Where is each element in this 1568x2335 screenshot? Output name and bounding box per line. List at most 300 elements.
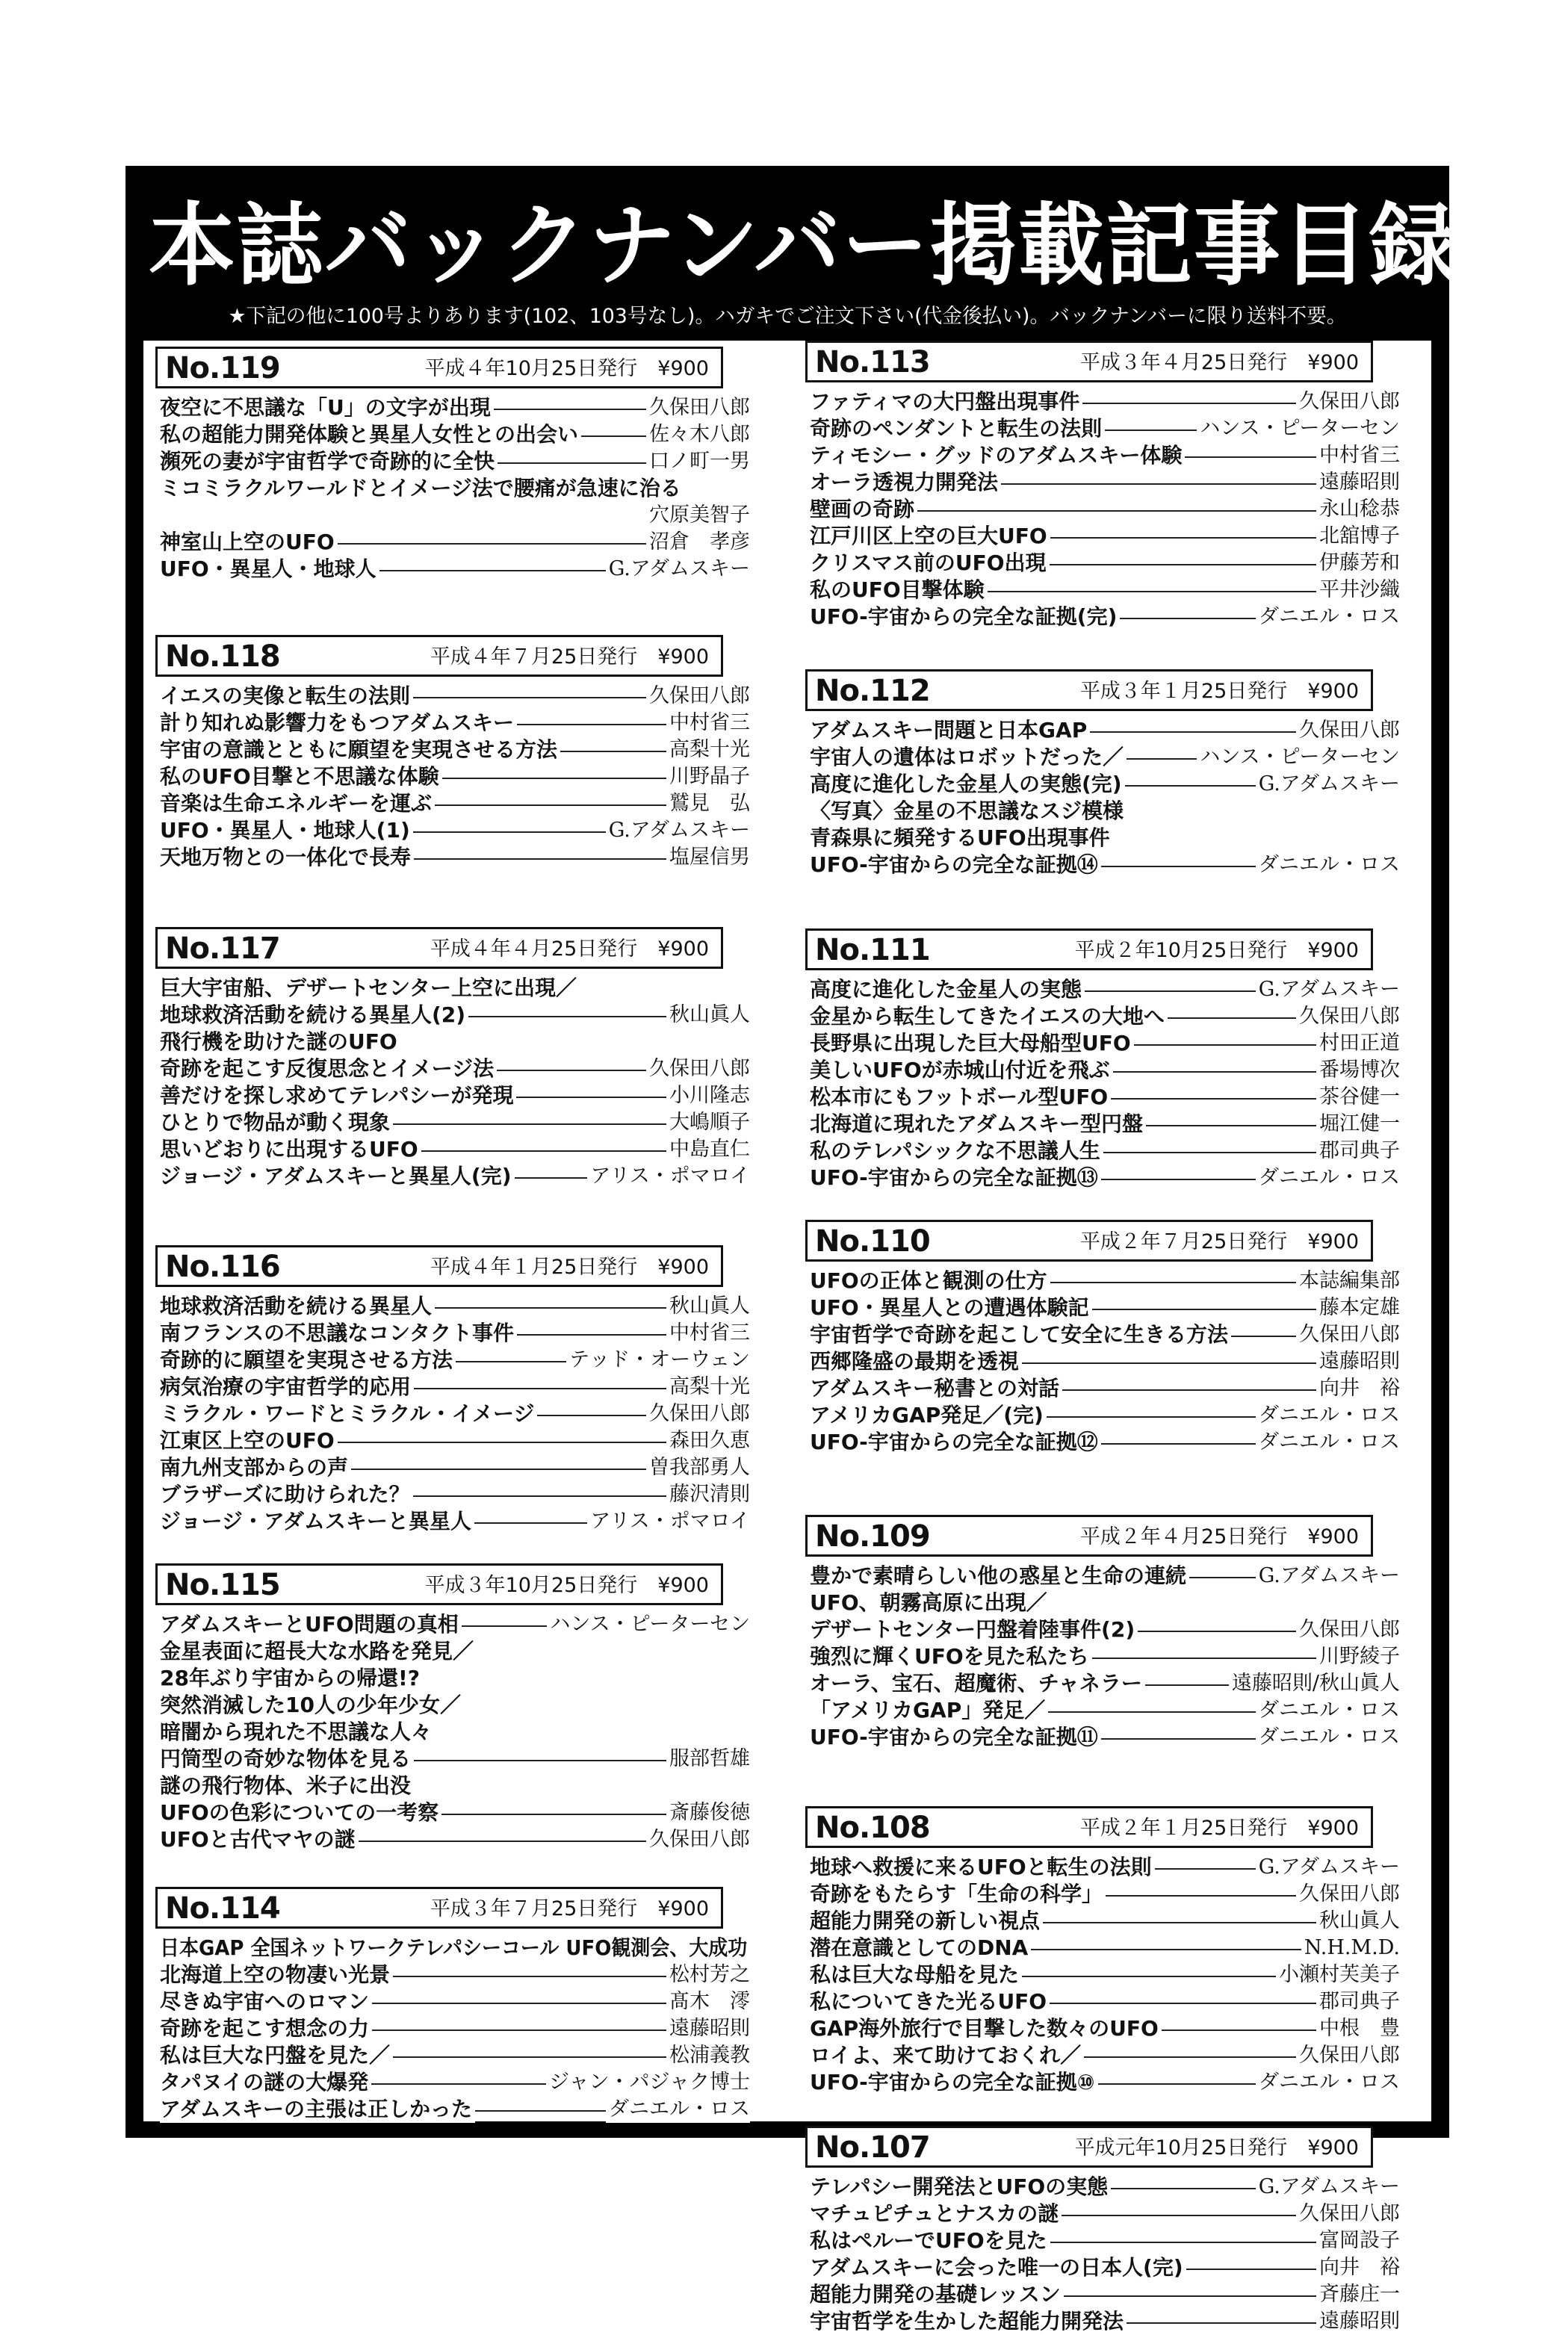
article-author: 久保田八郎 xyxy=(1296,1881,1400,1908)
issue-block xyxy=(799,669,1413,878)
article-row xyxy=(810,2174,1400,2201)
article-row xyxy=(160,556,750,583)
article-list xyxy=(799,1563,1413,1751)
article-row xyxy=(810,1908,1400,1935)
article-author: 川野綾子 xyxy=(1316,1643,1400,1670)
article-author: 久保田八郎 xyxy=(646,1826,750,1853)
article-row xyxy=(160,2015,750,2042)
issue-date-price: 平成４年10月25日発行 ¥900 xyxy=(424,357,709,380)
article-author: 斉藤庄一 xyxy=(1316,2281,1400,2308)
article-author: 松村芳之 xyxy=(666,1962,750,1988)
article-row xyxy=(810,2308,1400,2335)
article-author: 久保田八郎 xyxy=(1296,2201,1400,2227)
article-row xyxy=(810,1294,1400,1321)
article-author: 秋山眞人 xyxy=(666,1293,750,1320)
article-row xyxy=(160,1136,750,1163)
article-author: 久保田八郎 xyxy=(646,394,750,421)
article-title: 奇跡をもたらす「生命の科学」 xyxy=(810,1881,1106,1908)
article-title: アダムスキー問題と日本GAP xyxy=(810,717,1090,744)
article-title: デザートセンター円盤着陸事件(2) xyxy=(810,1616,1138,1643)
article-author: ハンス・ピーターセン xyxy=(1197,744,1400,771)
article-title: 天地万物との一体化で長寿 xyxy=(160,844,414,871)
article-row xyxy=(810,744,1400,771)
article-author: 秋山眞人 xyxy=(1316,1908,1400,1935)
issue-header xyxy=(805,1220,1373,1262)
issue-block xyxy=(799,928,1413,1191)
article-list xyxy=(149,975,763,1190)
article-row xyxy=(810,1670,1400,1697)
article-row xyxy=(810,1030,1400,1057)
issue-number: No.114 xyxy=(165,1891,280,1926)
issue-number: No.115 xyxy=(165,1568,280,1602)
article-row xyxy=(160,1055,750,1082)
article-author: 藤沢清則 xyxy=(666,1481,750,1508)
article-author: 高梨十光 xyxy=(666,1374,750,1401)
article-row xyxy=(160,1962,750,1988)
article-title: 豊かで素晴らしい他の惑星と生命の連続 xyxy=(810,1563,1189,1590)
article-title: 私についてきた光るUFO xyxy=(810,1988,1050,2015)
issue-date-price: 平成２年10月25日発行 ¥900 xyxy=(1074,939,1359,962)
issue-header xyxy=(155,1887,723,1929)
article-author: 北舘博子 xyxy=(1316,523,1400,550)
article-title: 病気治療の宇宙哲学的応用 xyxy=(160,1374,414,1401)
article-author: 髙木 澪 xyxy=(666,1988,750,2015)
catalog-frame xyxy=(125,166,1458,2334)
article-title: 地球救済活動を続ける異星人 xyxy=(160,1293,435,1320)
article-title: 私はペルーでUFOを見た xyxy=(810,2227,1050,2254)
article-row xyxy=(810,1697,1400,1724)
article-row xyxy=(810,523,1400,550)
issue-block xyxy=(799,1515,1413,1751)
issue-number: No.107 xyxy=(815,2130,930,2165)
article-title: アダムスキーの主張は正しかった xyxy=(160,2096,475,2123)
issue-block xyxy=(149,927,763,1190)
article-title: 強烈に輝くUFOを見た私たち xyxy=(810,1643,1092,1670)
article-title: 善だけを探し求めてテレパシーが発現 xyxy=(160,1082,516,1109)
article-title: 奇跡的に願望を実現させる方法 xyxy=(160,1347,456,1374)
article-title: ロイよ、来て助けておくれ／ xyxy=(810,2042,1084,2069)
article-author: G.アダムスキー xyxy=(1256,771,1400,798)
article-author: テッド・オーウェン xyxy=(566,1347,750,1374)
article-title: 宇宙哲学で奇跡を起こして安全に生きる方法 xyxy=(810,1321,1231,1348)
article-row xyxy=(160,1481,750,1508)
article-author: 大嶋順子 xyxy=(666,1109,750,1136)
article-title: UFO・異星人・地球人(1) xyxy=(160,817,413,844)
article-title: ひとりで物品が動く現象 xyxy=(160,1109,393,1136)
issue-number: No.111 xyxy=(815,933,930,967)
article-title: 潜在意識としてのDNA xyxy=(810,1935,1031,1962)
article-title: 私は巨大な円盤を見た／ xyxy=(160,2042,393,2069)
issue-header xyxy=(805,928,1373,970)
article-title: 宇宙哲学を生かした超能力開発法 xyxy=(810,2308,1127,2335)
article-row xyxy=(810,1321,1400,1348)
article-title: アダムスキーに会った唯一の日本人(完) xyxy=(810,2254,1186,2281)
article-row xyxy=(810,1616,1400,1643)
article-title: 南フランスの不思議なコンタクト事件 xyxy=(160,1320,517,1347)
article-row xyxy=(160,1826,750,1853)
article-author: 富岡設子 xyxy=(1316,2227,1400,2254)
article-list xyxy=(799,1268,1413,1456)
article-list xyxy=(799,1854,1413,2096)
article-row xyxy=(160,1347,750,1374)
article-row xyxy=(160,975,750,1002)
article-author: 秋山眞人 xyxy=(666,1002,750,1029)
issue-block xyxy=(149,1245,763,1535)
article-title: 宇宙の意識とともに願望を実現させる方法 xyxy=(160,737,560,763)
issue-date-price: 平成４年４月25日発行 ¥900 xyxy=(430,937,709,961)
article-title: 超能力開発の新しい視点 xyxy=(810,1908,1043,1935)
article-author: 久保田八郎 xyxy=(1296,2042,1400,2069)
article-title: 奇跡を起こす想念の力 xyxy=(160,2015,372,2042)
article-author: ハンス・ピーターセン xyxy=(547,1611,750,1638)
article-title: UFO・異星人との遭遇体験記 xyxy=(810,1294,1092,1321)
article-title: UFO-宇宙からの完全な証拠⑬ xyxy=(810,1165,1101,1191)
article-author: ダニエル・ロス xyxy=(1256,1429,1400,1456)
article-author: 藤本定雄 xyxy=(1316,1294,1400,1321)
article-row xyxy=(810,1348,1400,1375)
article-author: 高梨十光 xyxy=(666,737,750,763)
article-title: 28年ぶり宇宙からの帰還!? xyxy=(160,1665,423,1692)
article-title: 南九州支部からの声 xyxy=(160,1454,351,1481)
article-row xyxy=(810,825,1400,852)
article-title: UFO-宇宙からの完全な証拠(完) xyxy=(810,604,1120,630)
issue-header xyxy=(155,635,723,677)
article-row xyxy=(160,1719,750,1746)
article-author: 佐々木八郎 xyxy=(646,421,750,448)
article-title: UFOの正体と観測の仕方 xyxy=(810,1268,1050,1294)
article-title: 江東区上空のUFO xyxy=(160,1427,338,1454)
article-title: 私のテレパシックな不思議人生 xyxy=(810,1138,1103,1165)
article-row xyxy=(810,1881,1400,1908)
article-row xyxy=(810,771,1400,798)
article-row xyxy=(160,2069,750,2096)
issue-header xyxy=(805,2126,1373,2168)
article-title: ミラクル・ワードとミラクル・イメージ xyxy=(160,1401,537,1427)
article-row xyxy=(160,2096,750,2123)
article-title: 瀕死の妻が宇宙哲学で奇跡的に全快 xyxy=(160,448,498,475)
article-row xyxy=(160,1935,750,1962)
issue-date-price: 平成２年４月25日発行 ¥900 xyxy=(1079,1525,1359,1548)
article-author: ダニエル・ロス xyxy=(1256,1724,1400,1751)
article-author: 鷲見 弘 xyxy=(666,790,750,817)
article-row xyxy=(810,1268,1400,1294)
article-title: 高度に進化した金星人の実態(完) xyxy=(810,771,1125,798)
article-row xyxy=(810,1643,1400,1670)
article-title: 金星表面に超長大な水路を発見／ xyxy=(160,1638,477,1665)
article-author: 服部哲雄 xyxy=(666,1746,750,1773)
article-title: 宇宙人の遺体はロボットだった／ xyxy=(810,744,1127,771)
article-row xyxy=(160,1692,750,1719)
issue-date-price: 平成元年10月25日発行 ¥900 xyxy=(1074,2136,1359,2159)
article-author: 向井 裕 xyxy=(1316,2254,1400,2281)
article-list xyxy=(149,1935,763,2123)
article-title: 日本GAP 全国ネットワークテレパシーコール UFO観測会、大成功 xyxy=(160,1935,750,1962)
article-author: ダニエル・ロス xyxy=(1256,1697,1400,1724)
article-author: 向井 裕 xyxy=(1316,1375,1400,1402)
issue-number: No.113 xyxy=(815,345,930,379)
article-author: 口ノ町一男 xyxy=(646,448,750,475)
issue-date-price: 平成３年１月25日発行 ¥900 xyxy=(1079,680,1359,703)
article-title: オーラ、宝石、超魔術、チャネラー xyxy=(810,1670,1145,1697)
article-author: 久保田八郎 xyxy=(646,1055,750,1082)
article-author: 塩屋信男 xyxy=(666,844,750,871)
article-author: 久保田八郎 xyxy=(646,683,750,710)
article-author: 中根 豊 xyxy=(1316,2015,1400,2042)
article-author: G.アダムスキー xyxy=(1256,1854,1400,1881)
article-title: オーラ透視力開発法 xyxy=(810,469,1001,496)
article-row xyxy=(160,1799,750,1826)
article-author: 久保田八郎 xyxy=(1296,388,1400,415)
issue-header xyxy=(155,1245,723,1287)
issue-block xyxy=(799,1220,1413,1456)
article-title: ジョージ・アダムスキーと異星人 xyxy=(160,1508,474,1535)
article-row xyxy=(160,1002,750,1029)
article-title: テレパシー開発法とUFOの実態 xyxy=(810,2174,1111,2201)
article-author: 堀江健一 xyxy=(1316,1111,1400,1138)
article-author: 遠藤昭則 xyxy=(1316,469,1400,496)
issue-date-price: 平成３年10月25日発行 ¥900 xyxy=(424,1574,709,1597)
article-row xyxy=(810,1111,1400,1138)
article-row xyxy=(810,550,1400,577)
article-row xyxy=(160,1109,750,1136)
article-row xyxy=(810,1375,1400,1402)
article-row xyxy=(810,2281,1400,2308)
article-author: 郡司典子 xyxy=(1316,1138,1400,1165)
article-author: G.アダムスキー xyxy=(606,817,750,844)
article-author: G.アダムスキー xyxy=(1256,1563,1400,1590)
article-title: 私の超能力開発体験と異星人女性との出会い xyxy=(160,421,581,448)
article-row xyxy=(160,421,750,448)
article-row xyxy=(160,2042,750,2069)
article-author: 村田正道 xyxy=(1316,1030,1400,1057)
article-author: 中村省三 xyxy=(666,1320,750,1347)
article-row xyxy=(810,604,1400,630)
article-title: 壁画の奇跡 xyxy=(810,496,917,523)
article-row xyxy=(810,1003,1400,1030)
issue-number: No.116 xyxy=(165,1250,280,1284)
article-title: UFOの色彩についての一考察 xyxy=(160,1799,441,1826)
article-title: 奇跡を起こす反復思念とイメージ法 xyxy=(160,1055,497,1082)
article-row xyxy=(160,710,750,737)
article-row xyxy=(810,469,1400,496)
article-title: UFO-宇宙からの完全な証拠⑪ xyxy=(810,1724,1101,1751)
article-row xyxy=(810,2254,1400,2281)
issue-number: No.108 xyxy=(815,1811,930,1845)
issue-block xyxy=(799,2126,1413,2335)
article-author: 川野晶子 xyxy=(666,763,750,790)
issue-number: No.118 xyxy=(165,639,280,674)
article-row xyxy=(810,388,1400,415)
article-title: 私のUFO目撃体験 xyxy=(810,577,988,604)
article-title: アメリカGAP発足／(完) xyxy=(810,1402,1047,1429)
article-row xyxy=(810,496,1400,523)
article-title: アダムスキーとUFO問題の真相 xyxy=(160,1611,462,1638)
article-row xyxy=(160,475,750,502)
article-row xyxy=(160,683,750,710)
article-author: ハンス・ピーターセン xyxy=(1197,415,1400,442)
article-list xyxy=(149,1611,763,1853)
article-row xyxy=(810,442,1400,469)
article-row xyxy=(160,1029,750,1055)
article-row xyxy=(810,2201,1400,2227)
article-title: イエスの実像と転生の法則 xyxy=(160,683,413,710)
article-author: 中島直仁 xyxy=(666,1136,750,1163)
article-author: 小瀬村芙美子 xyxy=(1276,1962,1400,1988)
issue-header xyxy=(805,1806,1373,1848)
article-row xyxy=(810,1854,1400,1881)
article-title: 夜空に不思議な「U」の文字が出現 xyxy=(160,394,494,421)
article-row xyxy=(810,577,1400,604)
article-row xyxy=(810,798,1400,825)
article-author: 郡司典子 xyxy=(1316,1988,1400,2015)
article-title: 暗闇から現れた不思議な人々 xyxy=(160,1719,435,1746)
catalog-content xyxy=(143,341,1431,2334)
issue-date-price: 平成３年４月25日発行 ¥900 xyxy=(1079,351,1359,374)
article-row xyxy=(810,1165,1400,1191)
issue-header xyxy=(805,341,1373,382)
article-title: UFO-宇宙からの完全な証拠⑭ xyxy=(810,852,1101,878)
issue-header xyxy=(805,1515,1373,1557)
article-author: 遠藤昭則/秋山眞人 xyxy=(1229,1670,1400,1697)
page-title: 本誌バックナンバー掲載記事目録 xyxy=(149,194,1458,298)
issue-date-price: 平成２年７月25日発行 ¥900 xyxy=(1079,1230,1359,1253)
article-row xyxy=(810,2042,1400,2069)
article-row xyxy=(810,1590,1400,1616)
article-author: 遠藤昭則 xyxy=(1316,2308,1400,2335)
article-title: 飛行機を助けた謎のUFO xyxy=(160,1029,400,1055)
article-title: 北海道に現れたアダムスキー型円盤 xyxy=(810,1111,1146,1138)
article-author: 久保田八郎 xyxy=(1296,1616,1400,1643)
article-row xyxy=(810,1429,1400,1456)
article-row xyxy=(160,1611,750,1638)
article-row xyxy=(160,1773,750,1799)
article-title: 青森県に頻発するUFO出現事件 xyxy=(810,825,1113,852)
article-row xyxy=(160,790,750,817)
issue-date-price: 平成４年１月25日発行 ¥900 xyxy=(430,1256,709,1279)
article-title: 地球へ救援に来るUFOと転生の法則 xyxy=(810,1854,1155,1881)
article-row xyxy=(810,717,1400,744)
article-title: クリスマス前のUFO出現 xyxy=(810,550,1050,577)
article-author: ダニエル・ロス xyxy=(1256,604,1400,630)
article-row xyxy=(160,1746,750,1773)
article-row xyxy=(160,1082,750,1109)
article-author: G.アダムスキー xyxy=(1256,976,1400,1003)
article-row xyxy=(810,1935,1400,1962)
article-author: 中村省三 xyxy=(666,710,750,737)
article-row xyxy=(160,1638,750,1665)
issue-number: No.110 xyxy=(815,1224,930,1259)
article-title: 美しいUFOが赤城山付近を飛ぶ xyxy=(810,1057,1113,1084)
article-row xyxy=(810,1138,1400,1165)
article-row xyxy=(810,1084,1400,1111)
article-title: タパヌイの謎の大爆発 xyxy=(160,2069,371,2096)
article-title: 西郷隆盛の最期を透視 xyxy=(810,1348,1022,1375)
article-author: 久保田八郎 xyxy=(1296,1003,1400,1030)
article-list xyxy=(799,976,1413,1191)
article-author: 伊藤芳和 xyxy=(1316,550,1400,577)
article-row xyxy=(810,1057,1400,1084)
article-title: GAP海外旅行で目撃した数々のUFO xyxy=(810,2015,1162,2042)
article-title: ティモシー・グッドのアダムスキー体験 xyxy=(810,442,1185,469)
article-list xyxy=(149,394,763,583)
article-title: 音楽は生命エネルギーを運ぶ xyxy=(160,790,435,817)
article-title: 突然消滅した10人の少年少女／ xyxy=(160,1692,464,1719)
article-title: 長野県に出現した巨大母船型UFO xyxy=(810,1030,1134,1057)
article-author: 遠藤昭則 xyxy=(666,2015,750,2042)
issue-number: No.119 xyxy=(165,351,280,385)
article-title: 思いどおりに出現するUFO xyxy=(160,1136,421,1163)
article-author: 久保田八郎 xyxy=(1296,1321,1400,1348)
article-author: 茶谷健一 xyxy=(1316,1084,1400,1111)
article-title: UFOと古代マヤの謎 xyxy=(160,1826,359,1853)
article-row xyxy=(160,1508,750,1535)
article-title: 謎の飛行物体、米子に出没 xyxy=(160,1773,414,1799)
article-author: ダニエル・ロス xyxy=(1256,2069,1400,2096)
article-list xyxy=(149,1293,763,1535)
article-title: UFO-宇宙からの完全な証拠⑩ xyxy=(810,2069,1098,2096)
article-author: 沼倉 孝彦 xyxy=(646,529,750,556)
article-row xyxy=(810,1988,1400,2015)
article-author: N.H.M.D. xyxy=(1301,1935,1400,1962)
article-title: 「アメリカGAP」発足／ xyxy=(810,1697,1048,1724)
article-title: 神室山上空のUFO xyxy=(160,529,338,556)
issue-block xyxy=(149,1563,763,1853)
article-author: ダニエル・ロス xyxy=(1256,1165,1400,1191)
article-list xyxy=(799,388,1413,630)
article-row xyxy=(160,1293,750,1320)
article-row xyxy=(810,415,1400,442)
article-author: アリス・ポマロイ xyxy=(587,1163,750,1190)
article-title: ジョージ・アダムスキーと異星人(完) xyxy=(160,1163,515,1190)
issue-date-price: 平成４年７月25日発行 ¥900 xyxy=(430,645,709,669)
article-row xyxy=(160,1401,750,1427)
article-row xyxy=(160,1320,750,1347)
article-list xyxy=(149,683,763,871)
article-title: UFO、朝霧高原に出現／ xyxy=(810,1590,1050,1616)
article-row xyxy=(160,502,750,529)
article-title: 金星から転生してきたイエスの大地へ xyxy=(810,1003,1168,1030)
article-author: 斎藤俊徳 xyxy=(666,1799,750,1826)
article-title: 巨大宇宙船、デザートセンター上空に出現／ xyxy=(160,975,580,1002)
article-title: 奇跡のペンダントと転生の法則 xyxy=(810,415,1105,442)
article-row xyxy=(160,817,750,844)
article-row xyxy=(160,1988,750,2015)
article-title: 超能力開発の基礎レッスン xyxy=(810,2281,1064,2308)
article-author: 久保田八郎 xyxy=(646,1401,750,1427)
article-title: 江戸川区上空の巨大UFO xyxy=(810,523,1050,550)
article-author: G.アダムスキー xyxy=(1256,2174,1400,2201)
issue-number: No.109 xyxy=(815,1519,930,1554)
issue-header xyxy=(155,347,723,388)
article-row xyxy=(160,448,750,475)
article-author: ダニエル・ロス xyxy=(606,2096,750,2123)
order-notice: ★下記の他に100号よりあります(102、103号なし)。ハガキでご注文下さい(代金後払い)。バックナンバーに限り送料不要。 xyxy=(228,305,1347,328)
article-title: 計り知れぬ影響力をもつアダムスキー xyxy=(160,710,517,737)
article-title: 高度に進化した金星人の実態 xyxy=(810,976,1085,1003)
article-row xyxy=(160,529,750,556)
article-row xyxy=(810,2227,1400,2254)
issue-date-price: 平成３年７月25日発行 ¥900 xyxy=(430,1897,709,1920)
article-title: マチュピチュとナスカの謎 xyxy=(810,2201,1062,2227)
article-author: 中村省三 xyxy=(1316,442,1400,469)
article-title: 〈写真〉金星の不思議なスジ模様 xyxy=(810,798,1127,825)
issue-block xyxy=(149,635,763,871)
article-author: 平井沙織 xyxy=(1316,577,1400,604)
issue-number: No.117 xyxy=(165,931,280,966)
article-row xyxy=(160,1665,750,1692)
article-row xyxy=(810,2015,1400,2042)
article-row xyxy=(160,737,750,763)
